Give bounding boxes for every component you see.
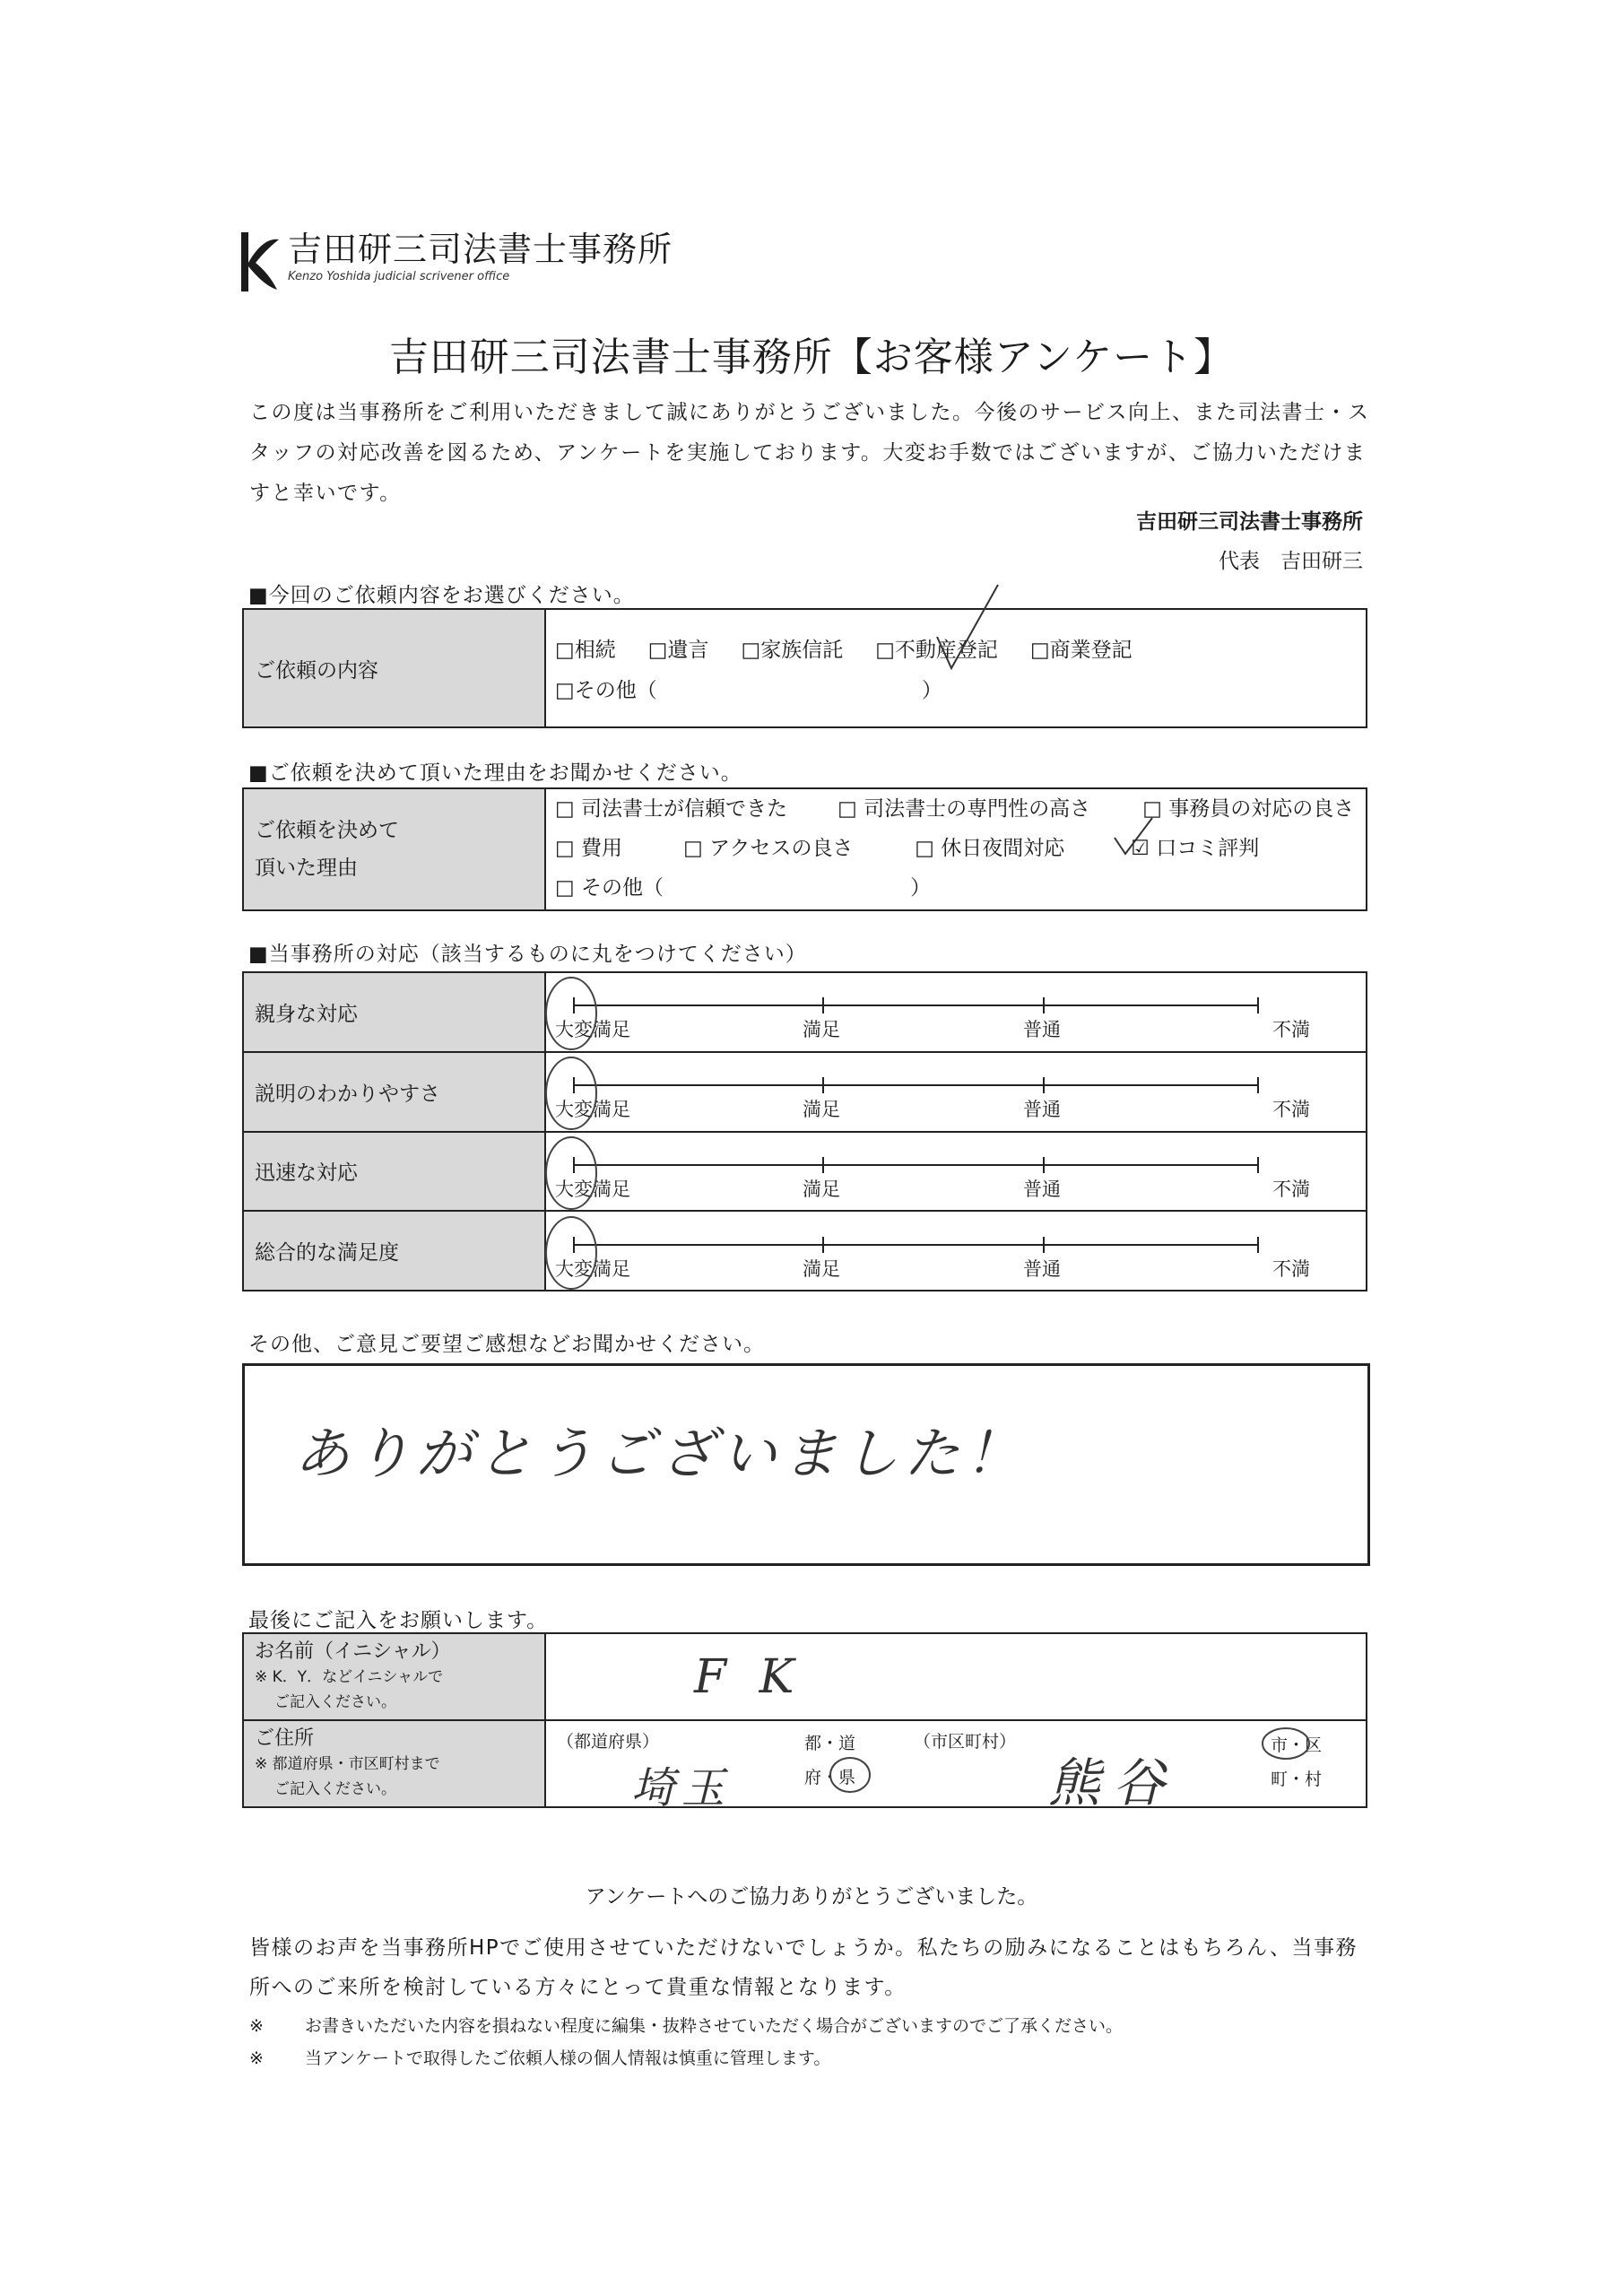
scale-very-satisfied[interactable]: 大変満足 xyxy=(555,1178,630,1200)
address-note-2: ご記入ください。 xyxy=(274,1779,396,1798)
option-other-close: ） xyxy=(921,679,942,702)
personal-info-table xyxy=(242,1632,1367,1813)
name-label: お名前（イニシャル） xyxy=(255,1639,451,1663)
reason-word-of-mouth[interactable]: ☑ 口コミ評判 xyxy=(1131,837,1260,860)
office-logo xyxy=(229,229,673,293)
address-label: ご住所 xyxy=(255,1726,315,1750)
pref-suffix-1: 都・道 xyxy=(804,1734,856,1753)
reason-access[interactable]: □ アクセスの良さ xyxy=(683,837,854,860)
page-title: 吉田研三司法書士事務所【お客様アンケート】 xyxy=(388,335,1235,380)
option-shougyou-touki[interactable]: □商業登記 xyxy=(1029,639,1133,662)
section5-label: 最後にご記入をお願いします。 xyxy=(248,1609,549,1632)
request-content-header xyxy=(243,609,545,727)
name-note-1: ※ K．Y．などイニシャルで xyxy=(255,1667,444,1686)
reason-other[interactable]: □ その他（ xyxy=(555,876,664,900)
comment-handwritten: ありがとうございました！ xyxy=(294,1421,1027,1486)
section3-label: ■当事務所の対応（該当するものに丸をつけてください） xyxy=(248,943,807,966)
section2-label: ■ご依頼を決めて頂いた理由をお聞かせください。 xyxy=(248,761,742,785)
pref-suffix-2: 府・県 xyxy=(804,1768,856,1787)
reason-header xyxy=(243,788,545,910)
note-text: 当アンケートで取得したご依頼人様の個人情報は慎重に管理します。 xyxy=(305,2048,831,2068)
checkmark-icon xyxy=(932,583,1003,682)
request-content-table xyxy=(242,608,1367,728)
city-value: 熊谷 xyxy=(1048,1752,1178,1813)
name-note-2: ご記入ください。 xyxy=(274,1692,396,1711)
scale-dissatisfied[interactable]: 不満 xyxy=(1272,1099,1310,1121)
request-content-options xyxy=(545,609,1367,727)
reason-trust[interactable]: □ 司法書士が信頼できた xyxy=(555,797,788,821)
section1-label: ■今回のご依頼内容をお選びください。 xyxy=(248,584,635,607)
signature-block xyxy=(1136,502,1363,581)
office-name-en: Kenzo Yoshida judicial scrivener office xyxy=(288,270,510,283)
eval-row-label: 迅速な対応 xyxy=(243,1132,545,1212)
selection-circle xyxy=(541,974,603,1055)
reason-staff[interactable]: □ 事務員の対応の良さ xyxy=(1142,797,1355,821)
signature-office: 吉田研三司法書士事務所 xyxy=(1136,510,1363,534)
note-text: お書きいただいた内容を損ねない程度に編集・抜粋させていただく場合がございますのでご了承ください。 xyxy=(305,2016,1124,2036)
reason-other-close: ） xyxy=(910,876,932,900)
reason-options xyxy=(545,788,1367,910)
scale-satisfied[interactable]: 満足 xyxy=(803,1099,840,1121)
note-mark: ※ xyxy=(249,2016,264,2036)
selection-circle xyxy=(541,1134,603,1214)
note-mark: ※ xyxy=(249,2048,264,2068)
name-value: F K xyxy=(694,1650,803,1704)
footer-note-2 xyxy=(249,2045,830,2069)
option-fudousan-touki[interactable]: □不動産登記 xyxy=(875,639,998,662)
eval-row-label: 親身な対応 xyxy=(243,972,545,1052)
reason-table xyxy=(242,787,1367,911)
scale-dissatisfied[interactable]: 不満 xyxy=(1272,1257,1310,1280)
address-note-1: ※ 都道府県・市区町村まで xyxy=(255,1754,440,1773)
city-suffix-2: 町・村 xyxy=(1271,1770,1323,1789)
city-suffix-1: 市・区 xyxy=(1271,1735,1323,1755)
reason-holiday[interactable]: □ 休日夜間対応 xyxy=(915,837,1065,860)
reason-cost[interactable]: □ 費用 xyxy=(555,837,623,860)
scale-satisfied[interactable]: 満足 xyxy=(803,1019,840,1041)
footer-thanks: アンケートへのご協力ありがとうございました。 xyxy=(585,1885,1038,1909)
address-field[interactable] xyxy=(545,1720,1367,1813)
comment-textarea[interactable] xyxy=(242,1363,1370,1566)
intro-text: この度は当事務所をご利用いただきまして誠にありがとうございました。今後のサービス向上、また司法書士・スタッフの対応改善を図るため、アンケートを実施しております。大変お手数ではございますが、ご協力いただけますと幸いです。 xyxy=(249,401,1370,505)
scale-dissatisfied[interactable]: 不満 xyxy=(1272,1019,1310,1041)
eval-scale-row xyxy=(545,1052,1367,1132)
office-name: 吉田研三司法書士事務所 xyxy=(288,230,673,269)
eval-row-label: 総合的な満足度 xyxy=(243,1211,545,1291)
address-header xyxy=(243,1720,545,1807)
option-yuigon[interactable]: □遺言 xyxy=(647,639,709,662)
eval-scale-row xyxy=(545,972,1367,1052)
checkmark-icon xyxy=(1111,814,1156,859)
name-header xyxy=(243,1633,545,1720)
option-other[interactable]: □その他（ xyxy=(555,679,657,702)
scale-normal[interactable]: 普通 xyxy=(1023,1019,1061,1041)
selection-circle xyxy=(541,1054,603,1135)
scale-very-satisfied[interactable]: 大変満足 xyxy=(555,1019,630,1041)
reason-expertise[interactable]: □ 司法書士の専門性の高さ xyxy=(838,797,1091,821)
eval-scale-row xyxy=(545,1211,1367,1291)
option-kazoku-shintaku[interactable]: □家族信託 xyxy=(741,639,844,662)
footer-note-1 xyxy=(249,2013,1123,2037)
section4-label: その他、ご意見ご要望ご感想などお聞かせください。 xyxy=(248,1333,765,1356)
scale-satisfied[interactable]: 満足 xyxy=(803,1257,840,1280)
footer-paragraph: 皆様のお声を当事務所HPでご使用させていただけないでしょうか。私たちの励みになることはもちろん、当事務所へのご来所を検討している方々にとって貴重な情報となります。 xyxy=(249,1936,1358,1999)
option-souzoku[interactable]: □相続 xyxy=(555,639,616,662)
reason-label-line1: ご依頼を決めて xyxy=(255,819,399,842)
city-heading: （市区町村） xyxy=(914,1732,1017,1752)
request-content-label: ご依頼の内容 xyxy=(255,658,378,683)
logo-k-icon xyxy=(229,229,281,293)
scale-dissatisfied[interactable]: 不満 xyxy=(1272,1178,1310,1200)
eval-row-label: 説明のわかりやすさ xyxy=(243,1052,545,1132)
pref-heading: （都道府県） xyxy=(557,1732,660,1752)
scale-normal[interactable]: 普通 xyxy=(1023,1178,1061,1200)
selection-circle xyxy=(541,1213,603,1294)
selection-circle xyxy=(828,1755,872,1795)
scale-satisfied[interactable]: 満足 xyxy=(803,1178,840,1200)
scale-normal[interactable]: 普通 xyxy=(1023,1099,1061,1121)
name-field[interactable] xyxy=(545,1633,1367,1720)
reason-label-line2: 頂いた理由 xyxy=(255,857,358,880)
scale-very-satisfied[interactable]: 大変満足 xyxy=(555,1257,630,1280)
scale-very-satisfied[interactable]: 大変満足 xyxy=(555,1099,630,1121)
signature-representative: 代表 吉田研三 xyxy=(1219,550,1363,573)
evaluation-table xyxy=(242,971,1367,1292)
scale-normal[interactable]: 普通 xyxy=(1023,1257,1061,1280)
pref-value: 埼玉 xyxy=(631,1763,733,1813)
eval-scale-row xyxy=(545,1132,1367,1212)
selection-circle xyxy=(1260,1725,1312,1762)
